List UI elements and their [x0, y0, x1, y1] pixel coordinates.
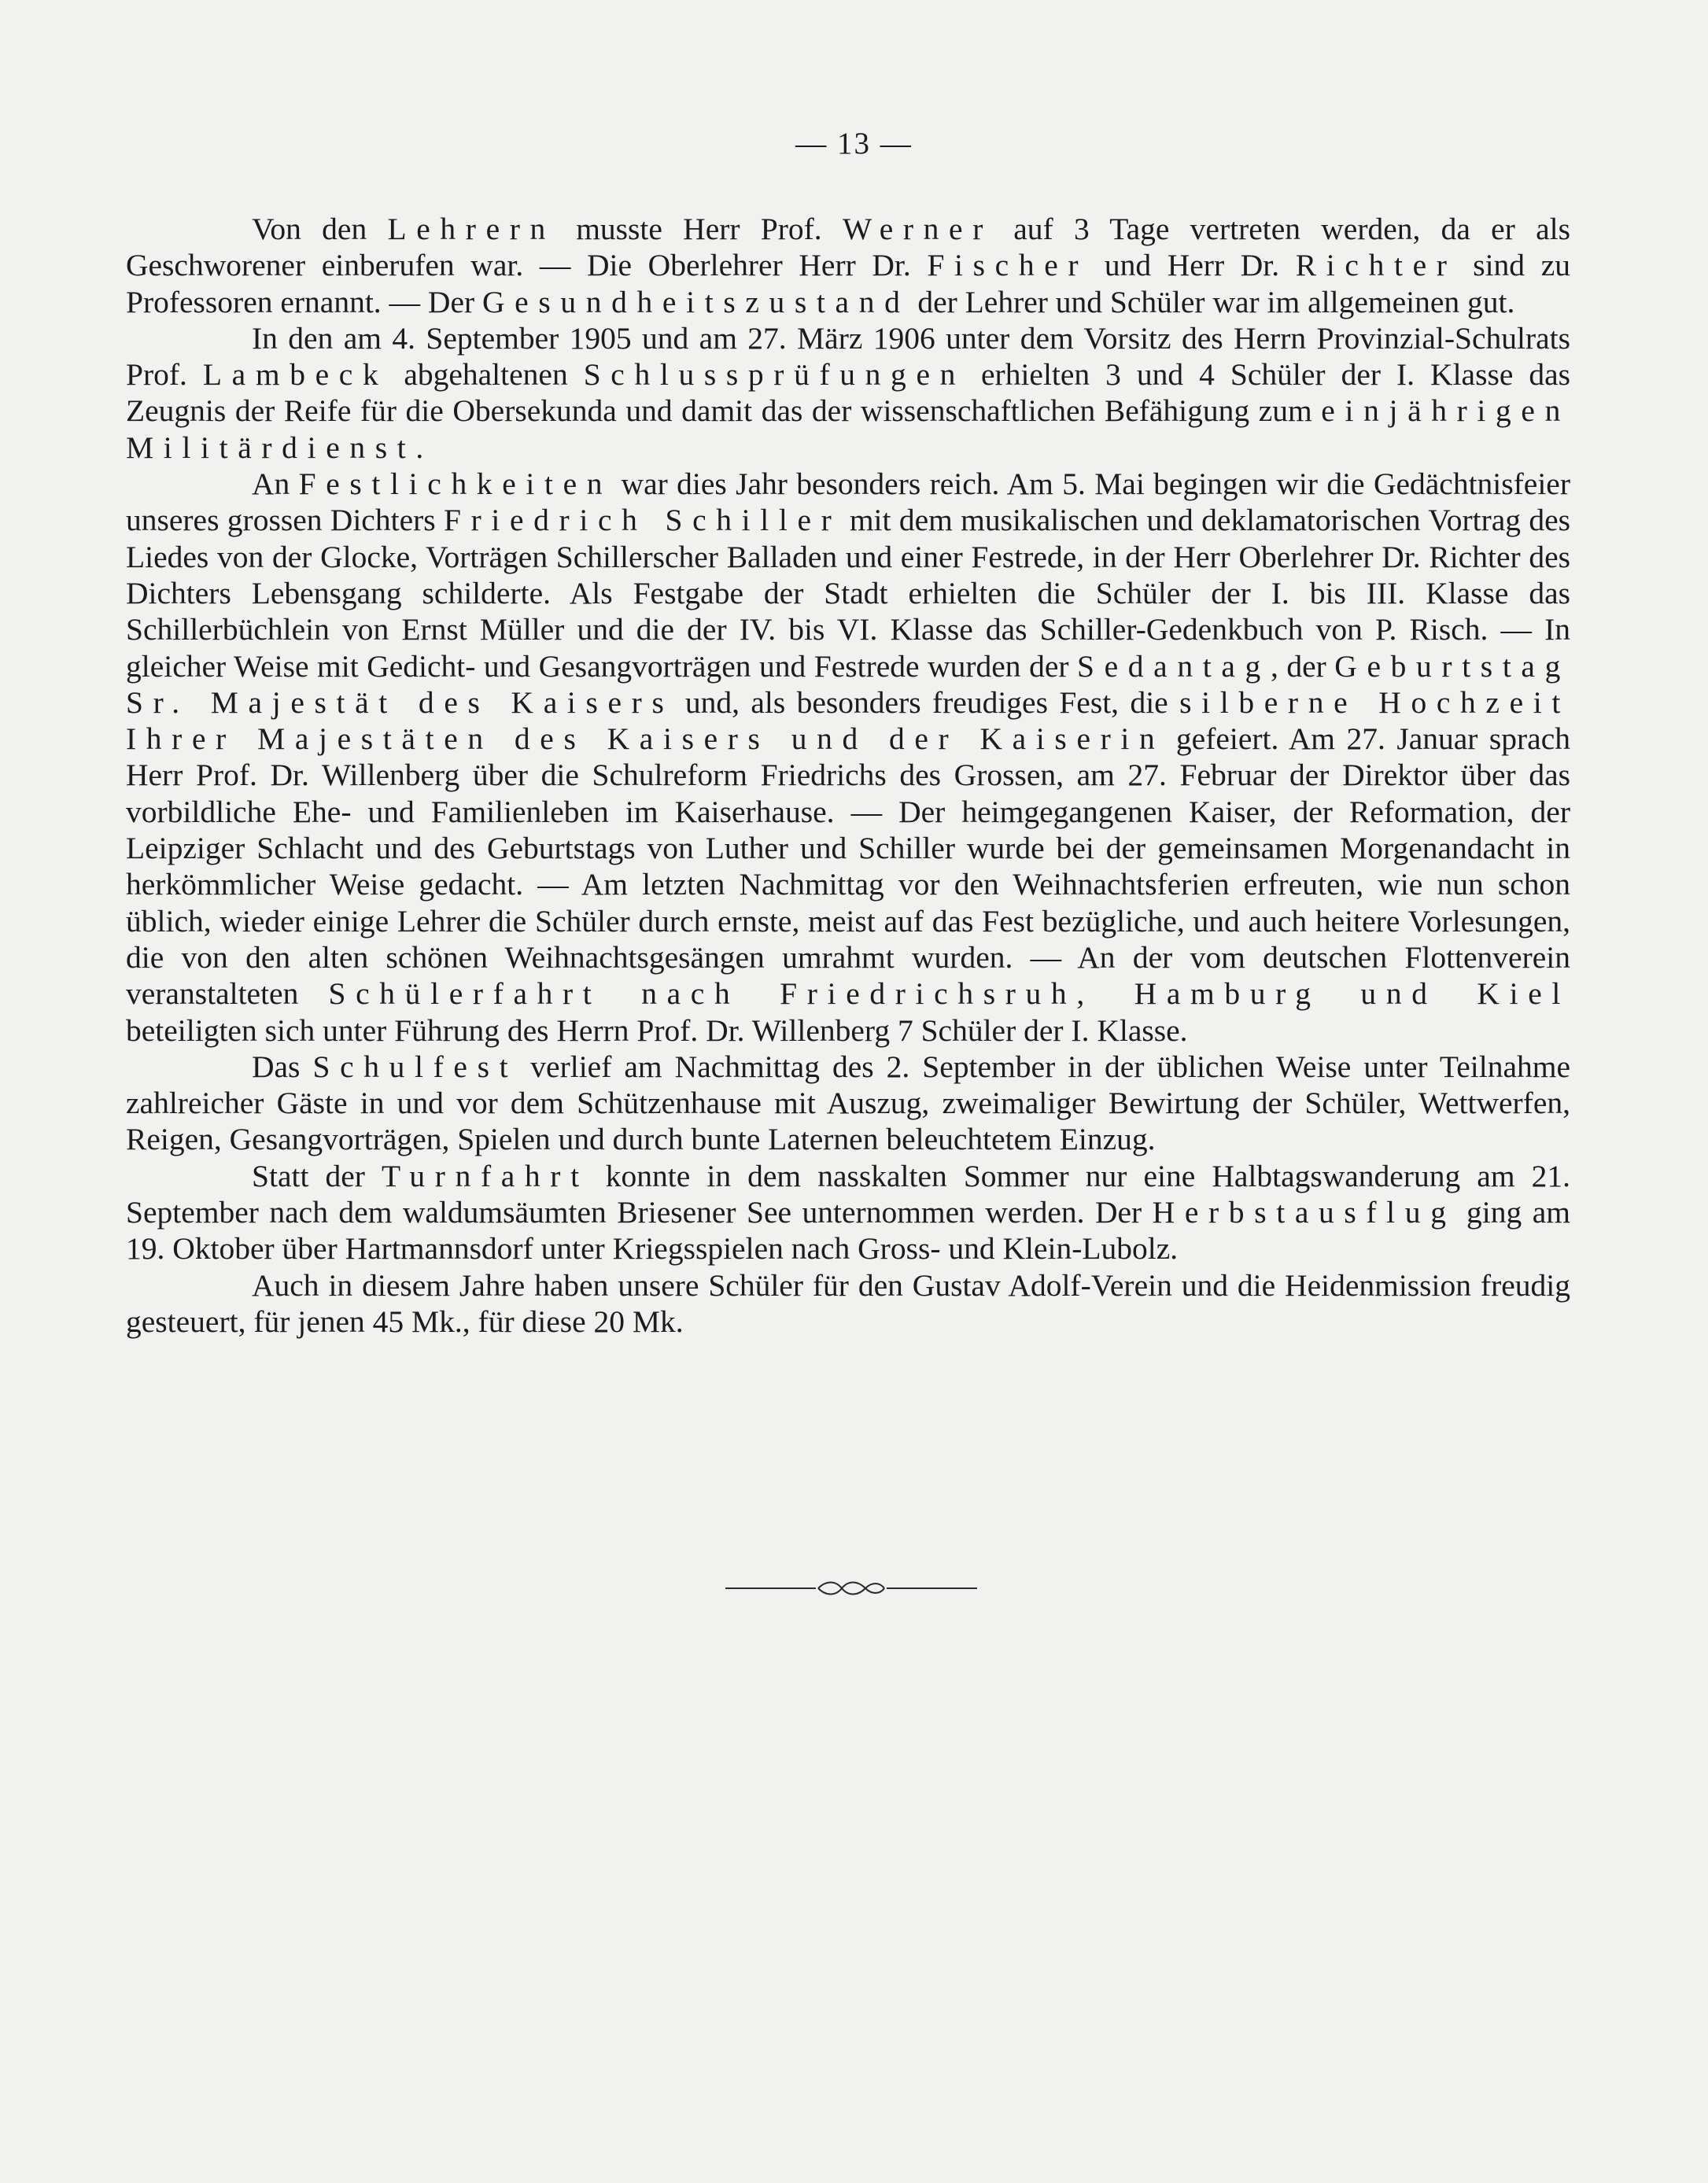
body-text [126, 211, 1570, 1340]
text-run: mit dem musikalischen und deklamatorischen Vortrag des Liedes von der Glocke, Vorträgen Schillerscher Balladen und einer Festrede, in der Herr Oberlehrer Dr. Richter des Dichters Lebensgang schilderte. Als Festgabe der Stadt erhielten die Schüler der I. bis III. Klasse das Schillerbüchlein von Ernst Müller und die der IV. bis VI. Klasse das Schiller-Gedenkbuch von P. Risch. — In gleicher Weise mit Gedicht- und Gesangvorträgen und Festrede wurden der [126, 503, 1571, 684]
spaced-emphasis-text: Schülerfahrt nach Friedrichsruh, Hamburg und Kiel [328, 976, 1570, 1012]
text-run: In den am 4. September 1905 und am 27. März 1906 unter dem Vorsitz des Herrn Provinzial-Schulrats Prof. [126, 320, 1570, 393]
text-run: , der [1270, 648, 1335, 684]
text-run: ging am 19. Oktober über Hartmannsdorf unter Kriegsspielen nach Gross- und Klein-Lubolz. [126, 1195, 1571, 1267]
spaced-emphasis-text: Friedrich Schiller [443, 503, 842, 538]
spaced-emphasis-text: silberne Hochzeit Ihrer Majestäten des Kaisers und der Kaiserin [126, 684, 1570, 757]
text-run: war dies Jahr besonders reich. Am 5. Mai begingen wir die Gedächtnisfeier unseres grossen Dichters [126, 466, 1570, 538]
spaced-emphasis-text: einjährigen Militärdienst [126, 393, 1570, 465]
spaced-emphasis-text: Schulfest [312, 1049, 518, 1084]
spaced-emphasis-text: Herbstausflug [1152, 1195, 1456, 1230]
text-run: abgehaltenen [388, 357, 584, 393]
text-run: konnte in dem nasskalten Sommer nur eine Halbtagswanderung am 21. September nach dem waldumsäumten Briesener See unternommen werden. Der [126, 1158, 1571, 1230]
section-divider-ornament [725, 1576, 977, 1599]
paragraph-school-festival [126, 1049, 1570, 1158]
paragraph-festivities [126, 466, 1570, 1049]
spaced-emphasis-text: Lambeck [202, 357, 389, 393]
text-run: An [252, 466, 299, 502]
spaced-emphasis-text: Fischer [927, 248, 1089, 283]
spaced-emphasis-text: Festlichkeiten [298, 466, 613, 502]
paragraph-exams [126, 320, 1570, 466]
text-run: Das [252, 1049, 313, 1084]
text-run: Auch in diesem Jahre haben unsere Schüler für den Gustav Adolf-Verein und die Heidenmission freudig gesteuert, für jenen 45 Mk., für diese 20 Mk. [126, 1267, 1570, 1339]
spaced-emphasis-text: Richter [1295, 248, 1457, 283]
text-run: erhielten 3 und 4 Schüler der I. Klasse das Zeugnis der Reife für die Obersekunda und damit das der wissenschaftlichen Befähigung zum [126, 357, 1571, 429]
text-run: verlief am Nachmittag des 2. September in der üblichen Weise unter Teilnahme zahlreicher Gäste in und vor dem Schützenhause mit Auszug, zweimaliger Bewirtung der Schüler, Wettwerfen, Reigen, Gesangvorträgen, Spielen und durch bunte Laternen beleuchtetem Einzug. [126, 1049, 1570, 1157]
page-number: — 13 — [795, 127, 913, 160]
spaced-emphasis-text: Lehrern [387, 212, 555, 246]
spaced-emphasis-text: Geburtstag Sr. Majestät des Kaisers [126, 648, 1570, 720]
paragraph-donations [126, 1267, 1570, 1340]
spaced-emphasis-text: Schlussprüfungen [583, 357, 966, 393]
text-run: und Herr Dr. [1088, 248, 1296, 283]
text-run: Statt der [252, 1158, 382, 1193]
spaced-emphasis-text: Sedantag [1077, 648, 1271, 684]
spaced-emphasis-text: Turnfahrt [382, 1158, 589, 1193]
text-run: Von den [252, 212, 388, 246]
text-run: der Lehrer und Schüler war im allgemeinen gut. [909, 284, 1515, 319]
paragraph-teachers [126, 211, 1570, 320]
text-run: beteiligten sich unter Führung des Herrn Prof. Dr. Willenberg 7 Schüler der I. Klasse. [126, 1012, 1188, 1048]
spaced-emphasis-text: Gesundheitszustand [482, 284, 910, 319]
text-run: . [415, 430, 424, 465]
paragraph-excursions [126, 1158, 1570, 1267]
text-run: auf 3 Tage vertreten werden, da er als Geschworener einberufen war. — Die Oberlehrer Herr Dr. [126, 212, 1570, 283]
text-run: und, als besonders freudiges Fest, die [673, 684, 1180, 720]
spaced-emphasis-text: Werner [842, 212, 994, 246]
text-run: sind zu Professoren ernannt. — Der [126, 248, 1570, 319]
text-run: gefeiert. Am 27. Januar sprach Herr Prof. Dr. Willenberg über die Schulreform Friedrichs des Grossen, am 27. Februar der Direktor über das vorbildliche Ehe- und Familienleben im Kaiserhause. — Der heimgegangenen Kaiser, der Reformation, der Leipziger Schlacht und des Geburtstags von Luther und Schiller wurde bei der gemeinsamen Morgenandacht in herkömmlicher Weise gedacht. — Am letzten Nachmittag vor den Weihnachtsferien erfreuten, wie nun schon üblich, wieder einige Lehrer die Schüler durch ernste, meist auf das Fest bezügliche, und auch heitere Vorlesungen, die von den alten schönen Weihnachtsgesängen umrahmt wurden. — An der vom deutschen Flottenverein veranstalteten [126, 721, 1570, 1012]
text-run: musste Herr Prof. [555, 212, 843, 246]
